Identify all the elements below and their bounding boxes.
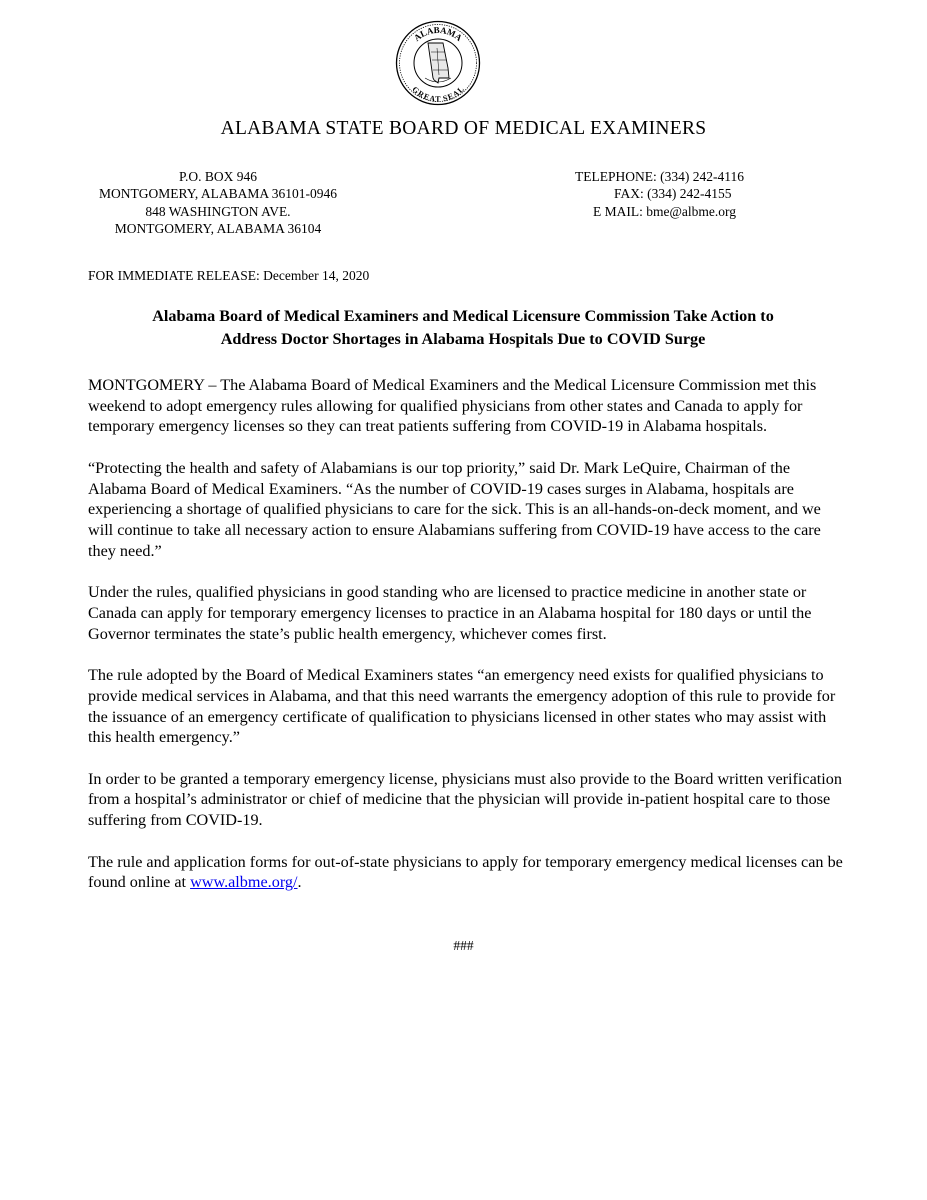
address-line: MONTGOMERY, ALABAMA 36104 xyxy=(114,220,322,236)
address-line: 848 WASHINGTON AVE. xyxy=(145,203,291,219)
address-line: P.O. BOX 946 xyxy=(178,169,257,184)
end-mark: ### xyxy=(453,938,474,953)
body-paragraph: “Protecting the health and safety of Alabamians is our top priority,” said Dr. Mark LeQuire, Chairman of the Alabama Board of Medical Examiners. “As the number of COVID-19 cases surges in Alabama, hospitals are experiencing a shortage of qualified physicians to care for the sick. This is an all-hands-on-deck moment, and we will continue to take all necessary action to ensure Alabamians suffering from COVID-19 have access to the care they need.” xyxy=(88,458,821,560)
mailing-address xyxy=(90,168,346,237)
press-release-body xyxy=(88,375,848,914)
contact-info xyxy=(575,168,744,220)
release-date-line: FOR IMMEDIATE RELEASE: December 14, 2020 xyxy=(88,268,370,283)
great-seal-logo xyxy=(395,20,481,106)
address-line: MONTGOMERY, ALABAMA 36101-0946 xyxy=(99,186,337,202)
press-release-headline xyxy=(88,305,838,350)
svg-text:ALABAMA: ALABAMA xyxy=(411,24,465,44)
headline-line: Address Doctor Shortages in Alabama Hospitals Due to COVID Surge xyxy=(220,329,706,348)
telephone: TELEPHONE: (334) 242-4116 xyxy=(575,169,744,184)
final-paragraph-suffix: . xyxy=(297,873,302,892)
organization-title: ALABAMA STATE BOARD OF MEDICAL EXAMINERS xyxy=(220,118,707,139)
fax: FAX: (334) 242-4155 xyxy=(614,186,732,202)
email: E MAIL: bme@albme.org xyxy=(593,203,737,219)
final-paragraph-text: The rule and application forms for out-of-state physicians to apply for temporary emergency medical licenses can be found online at xyxy=(88,852,843,892)
body-paragraph: MONTGOMERY – The Alabama Board of Medical Examiners and the Medical Licensure Commission met this weekend to adopt emergency rules allowing for qualified physicians from other states and Canada to apply for temporary emergency licenses so they can treat patients suffering from COVID-19 in Alabama hospitals. xyxy=(88,376,817,436)
body-paragraph-final xyxy=(88,852,848,893)
albme-website-link[interactable]: www.albme.org/ xyxy=(190,873,298,892)
body-paragraph: In order to be granted a temporary emergency license, physicians must also provide to the Board written verification from a hospital’s administrator or chief of medicine that the physician will provide in-patient hospital care to those suffering from COVID-19. xyxy=(88,769,842,830)
headline-line: Alabama Board of Medical Examiners and Medical Licensure Commission Take Action to xyxy=(152,307,774,325)
body-paragraph: Under the rules, qualified physicians in good standing who are licensed to practice medicine in another state or Canada can apply for temporary emergency licenses to practice in an Alabama hospital for 180 days or until the Governor terminates the state’s public health emergency, whichever comes first. xyxy=(88,583,812,643)
body-paragraph: The rule adopted by the Board of Medical Examiners states “an emergency need exists for qualified physicians to provide medical services in Alabama, and that this need warrants the emergency adoption of this rule to provide for the issuance of an emergency certificate of qualification to physicians licensed in other states who may assist with this health emergency.” xyxy=(88,666,836,747)
svg-text:GREAT SEAL: GREAT SEAL xyxy=(410,84,466,104)
